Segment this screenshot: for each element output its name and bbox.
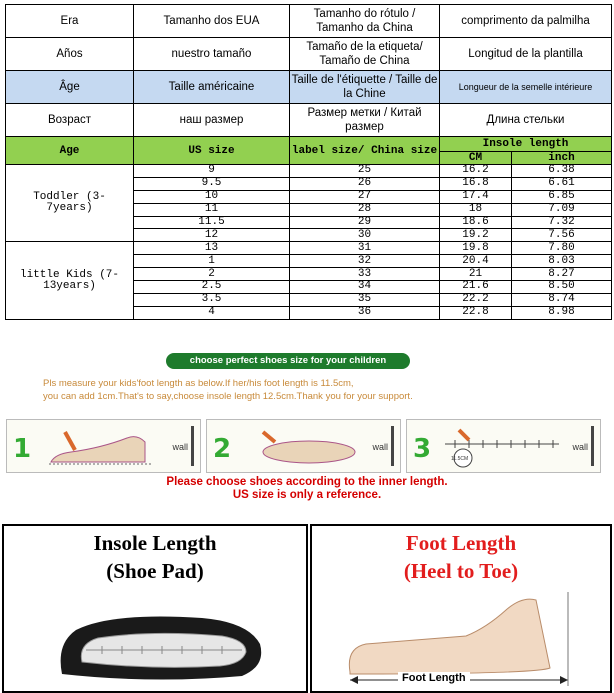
note-line-1: Please choose shoes according to the inner length. xyxy=(166,476,448,488)
cell-inch: 7.09 xyxy=(512,203,612,216)
step-2 xyxy=(206,419,401,473)
es-label: Tamaño de la etiqueta/ Tamaño de China xyxy=(290,38,440,71)
cell-china: 25 xyxy=(290,165,440,178)
cell-cm: 20.4 xyxy=(440,255,512,268)
cell-us: 1 xyxy=(134,255,290,268)
foot-top-icon xyxy=(241,426,361,468)
instruction-line-1: Pls measure your kids'foot length as below.If her/his foot length is 11.5cm, xyxy=(43,378,354,389)
pt-us: Tamanho dos EUA xyxy=(134,5,290,38)
insole-title: Insole Length xyxy=(93,531,217,555)
step-1-number: 1 xyxy=(13,434,32,464)
cell-china: 27 xyxy=(290,190,440,203)
length-illustrations xyxy=(0,522,614,691)
cell-china: 34 xyxy=(290,281,440,294)
cell-china: 32 xyxy=(290,255,440,268)
step-2-number: 2 xyxy=(213,434,232,464)
fr-age: Âge xyxy=(6,71,134,104)
foot-length-panel xyxy=(310,524,612,693)
age-group-cell: Toddler (3-7years) xyxy=(6,165,134,242)
table-row xyxy=(6,242,612,255)
instruction-line-2: you can add 1cm.That's to say,choose insole length 12.5cm.Thank you for your support. xyxy=(43,391,413,402)
size-chart-table xyxy=(5,4,612,320)
cell-cm: 19.2 xyxy=(440,229,512,242)
header-label-size: label size/ China size xyxy=(290,137,440,165)
cell-china: 33 xyxy=(290,268,440,281)
measure-steps xyxy=(6,419,606,471)
cell-cm: 18.6 xyxy=(440,216,512,229)
header-age: Age xyxy=(6,137,134,165)
fr-label: Taille de l'étiquette / Taille de la Chine xyxy=(290,71,440,104)
cell-us: 10 xyxy=(134,190,290,203)
cell-inch: 6.85 xyxy=(512,190,612,203)
russian-row xyxy=(6,104,612,137)
cell-china: 28 xyxy=(290,203,440,216)
cell-us: 2 xyxy=(134,268,290,281)
cell-cm: 16.8 xyxy=(440,177,512,190)
spanish-row xyxy=(6,38,612,71)
cell-cm: 21.6 xyxy=(440,281,512,294)
age-group-cell: little Kids (7-13years) xyxy=(6,242,134,319)
ru-age: Возраст xyxy=(6,104,134,137)
cell-cm: 16.2 xyxy=(440,165,512,178)
table-header-row xyxy=(6,137,612,152)
badge-label: 11.5CM xyxy=(451,456,469,462)
cell-inch: 8.50 xyxy=(512,281,612,294)
header-us-size: US size xyxy=(134,137,290,165)
ru-insole: Длина стельки xyxy=(440,104,612,137)
cell-inch: 8.03 xyxy=(512,255,612,268)
cell-inch: 8.27 xyxy=(512,268,612,281)
wall-bar-3 xyxy=(591,426,594,466)
cell-inch: 7.80 xyxy=(512,242,612,255)
guide-banner: choose perfect shoes size for your children xyxy=(166,353,410,369)
fr-us: Taille américaine xyxy=(134,71,290,104)
size-table-container xyxy=(5,4,611,320)
wall-label-1: wall xyxy=(172,442,188,452)
step-3-number: 3 xyxy=(413,434,432,464)
cell-us: 11 xyxy=(134,203,290,216)
cell-china: 35 xyxy=(290,293,440,306)
cell-us: 3.5 xyxy=(134,293,290,306)
cell-cm: 17.4 xyxy=(440,190,512,203)
shoe-insole-icon xyxy=(52,604,272,688)
insole-subtitle: (Shoe Pad) xyxy=(106,559,204,583)
french-row xyxy=(6,71,612,104)
foot-length-label: Foot Length xyxy=(398,672,470,684)
measure-instructions xyxy=(43,377,573,403)
es-us: nuestro tamaño xyxy=(134,38,290,71)
pt-label: Tamanho do rótulo / Tamanho da China xyxy=(290,5,440,38)
fr-insole: Longueur de la semelle intérieure xyxy=(440,71,612,104)
cell-china: 29 xyxy=(290,216,440,229)
es-age: Años xyxy=(6,38,134,71)
cell-us: 9 xyxy=(134,165,290,178)
size-data-body xyxy=(6,165,612,320)
cell-china: 36 xyxy=(290,306,440,319)
cell-inch: 8.74 xyxy=(512,293,612,306)
cell-us: 4 xyxy=(134,306,290,319)
pt-insole: comprimento da palmilha xyxy=(440,5,612,38)
table-row xyxy=(6,165,612,178)
cell-inch: 8.98 xyxy=(512,306,612,319)
note-line-2: US size is only a reference. xyxy=(232,489,382,501)
ru-label: Размер метки / Китай размер xyxy=(290,104,440,137)
pt-age: Era xyxy=(6,5,134,38)
wall-label-3: wall xyxy=(572,442,588,452)
insole-length-panel xyxy=(2,524,308,693)
ru-us: наш размер xyxy=(134,104,290,137)
wall-label-2: wall xyxy=(372,442,388,452)
cell-us: 12 xyxy=(134,229,290,242)
cell-cm: 22.2 xyxy=(440,293,512,306)
header-insole-length: Insole length xyxy=(440,137,612,152)
es-insole: Longitud de la plantilla xyxy=(440,38,612,71)
header-inch: inch xyxy=(512,152,612,165)
inner-length-note xyxy=(0,476,614,502)
cell-cm: 19.8 xyxy=(440,242,512,255)
cell-cm: 18 xyxy=(440,203,512,216)
wall-bar-2 xyxy=(391,426,394,466)
cell-inch: 6.38 xyxy=(512,165,612,178)
cell-cm: 22.8 xyxy=(440,306,512,319)
cell-inch: 6.61 xyxy=(512,177,612,190)
portuguese-row xyxy=(6,5,612,38)
cell-inch: 7.32 xyxy=(512,216,612,229)
cell-china: 30 xyxy=(290,229,440,242)
step-3 xyxy=(406,419,601,473)
cell-us: 11.5 xyxy=(134,216,290,229)
cell-china: 26 xyxy=(290,177,440,190)
wall-bar-1 xyxy=(191,426,194,466)
header-cm: CM xyxy=(440,152,512,165)
cell-china: 31 xyxy=(290,242,440,255)
foot-length-title: Foot Length xyxy=(405,531,517,555)
cell-inch: 7.56 xyxy=(512,229,612,242)
cell-us: 2.5 xyxy=(134,281,290,294)
foot-side-icon xyxy=(41,428,161,468)
cell-us: 9.5 xyxy=(134,177,290,190)
cell-cm: 21 xyxy=(440,268,512,281)
cell-us: 13 xyxy=(134,242,290,255)
step-1 xyxy=(6,419,201,473)
foot-length-subtitle: (Heel to Toe) xyxy=(403,559,519,583)
